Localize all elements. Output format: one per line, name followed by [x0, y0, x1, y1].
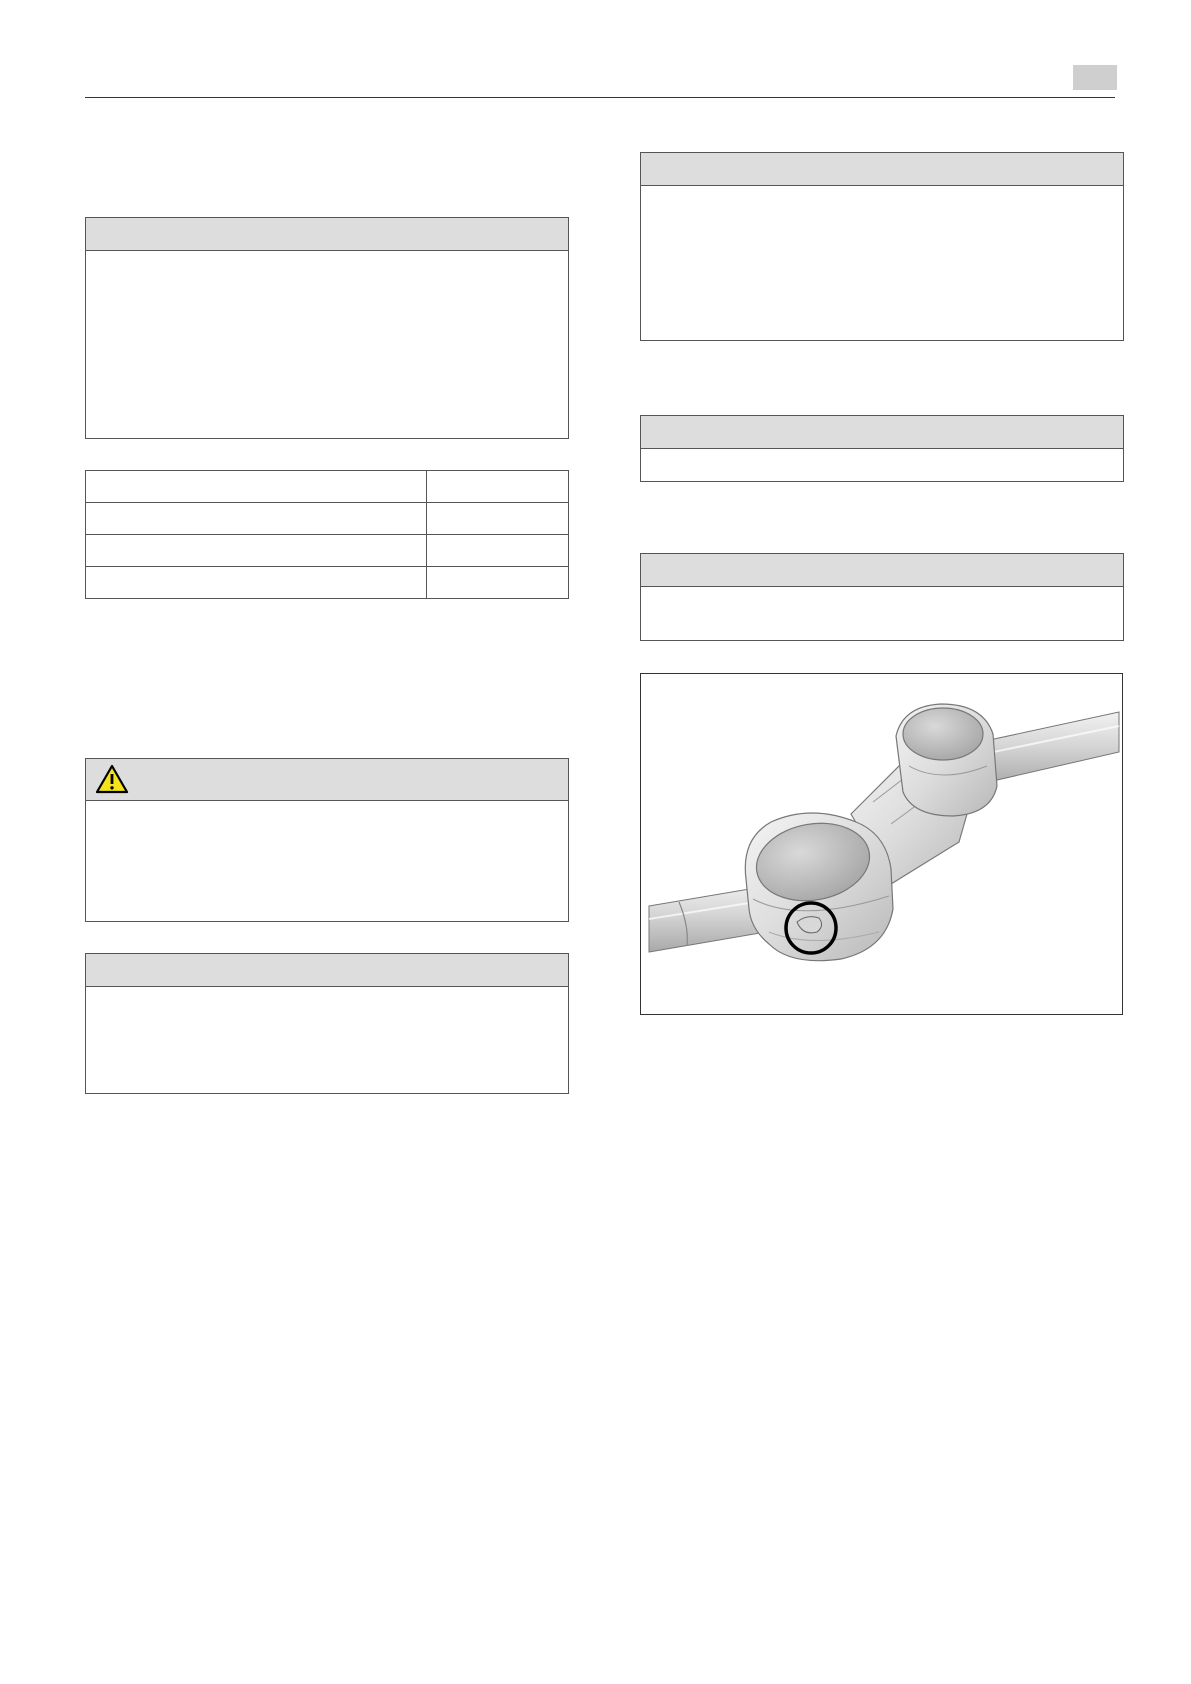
table-row [86, 567, 569, 599]
table-row [86, 471, 569, 503]
warning-triangle-icon [95, 764, 129, 794]
handlebar-clamp-illustration [641, 674, 1123, 1015]
info-box-right-3 [640, 553, 1124, 641]
warning-box [85, 758, 569, 922]
info-box-left-2-header [86, 954, 568, 987]
info-box-left-1 [85, 217, 569, 439]
info-box-left-1-header [86, 218, 568, 251]
info-box-right-2-header [641, 416, 1123, 449]
warning-box-header [86, 759, 568, 801]
table-row [86, 503, 569, 535]
page-tab [1073, 65, 1117, 90]
info-box-right-2-body [641, 449, 1123, 481]
table-row [86, 535, 569, 567]
info-box-right-2 [640, 415, 1124, 482]
info-box-left-2-body [86, 987, 568, 1093]
info-box-right-1-body [641, 186, 1123, 340]
header-rule [85, 97, 1115, 98]
info-box-left-2 [85, 953, 569, 1094]
handlebar-figure [640, 673, 1123, 1015]
info-box-right-1-header [641, 153, 1123, 186]
spec-table [85, 470, 569, 599]
warning-box-body [86, 801, 568, 921]
info-box-left-1-body [86, 251, 568, 438]
info-box-right-3-header [641, 554, 1123, 587]
info-box-right-1 [640, 152, 1124, 341]
info-box-right-3-body [641, 587, 1123, 640]
